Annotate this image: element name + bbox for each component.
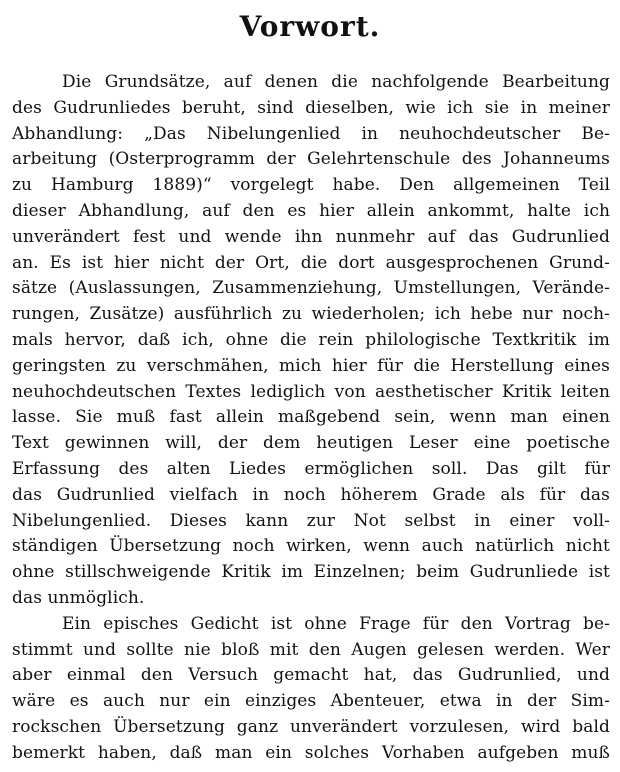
text-line: Text gewinnen will, der dem heutigen Leser eine poetische — [12, 433, 610, 454]
text-line: Die Grundsätze, auf denen die nachfolgende Bearbeitung — [62, 72, 610, 92]
text-line: sätze (Auslassungen, Zusammenziehung, Umstellungen, Verände- — [12, 278, 610, 299]
text-line: mals hervor, daß ich, ohne die rein philologische Textkritik im — [12, 329, 610, 350]
text-line: bemerkt haben, daß man ein solches Vorhaben aufgeben muß — [12, 742, 610, 763]
text-line: wäre es auch nur ein einziges Abenteuer, etwa in der Sim- — [12, 691, 610, 712]
text-line: Nibelungenlied. Dieses kann zur Not selbst in einer voll- — [12, 510, 610, 531]
text-line: rockschen Übersetzung ganz unverändert vorzulesen, wird bald — [12, 716, 610, 737]
text-line: das unmöglich. — [12, 587, 145, 608]
text-line: Ein episches Gedicht ist ohne Frage für den Vortrag be- — [62, 613, 610, 634]
text-line: aber einmal den Versuch gemacht hat, das Gudrunlied, und — [12, 665, 610, 686]
text-line: dieser Abhandlung, auf den es hier allein ankommt, halte ich — [12, 200, 610, 221]
text-line: stimmt und sollte nie bloß mit den Augen gelesen werden. Wer — [12, 639, 610, 660]
text-line: geringsten zu verschmähen, mich hier für die Herstellung eines — [12, 355, 610, 376]
text-line: lasse. Sie muß fast allein maßgebend sein, wenn man einen — [12, 407, 610, 428]
body-text — [12, 70, 610, 767]
text-line: Erfassung des alten Liedes ermöglichen soll. Das gilt für — [12, 458, 610, 479]
text-line: ständigen Übersetzung noch wirken, wenn auch natürlich nicht — [12, 536, 610, 557]
text-line: an. Es ist hier nicht der Ort, die dort ausgesprochenen Grund- — [12, 252, 610, 273]
text-line: des Gudrunliedes beruht, sind dieselben, wie ich sie in meiner — [12, 97, 610, 118]
text-line: neuhochdeutschen Textes lediglich von aesthetischer Kritik leiten — [12, 381, 610, 402]
text-line: unverändert fest und wende ihn nunmehr auf das Gudrunlied — [12, 226, 610, 247]
text-line: zu Hamburg 1889)“ vorgelegt habe. Den allgemeinen Teil — [12, 175, 610, 196]
text-line: ohne stillschweigende Kritik im Einzelnen; beim Gudrunliede ist — [12, 562, 610, 583]
text-line: arbeitung (Osterprogramm der Gelehrtenschule des Johanneums — [12, 149, 610, 170]
page-title: Vorwort. — [239, 10, 381, 43]
text-line: Abhandlung: „Das Nibelungenlied in neuhochdeutscher Be- — [12, 123, 610, 144]
text-line: das Gudrunlied vielfach in noch höherem Grade als für das — [12, 484, 610, 505]
text-line: rungen, Zusätze) ausführlich zu wiederholen; ich hebe nur noch- — [12, 304, 610, 325]
